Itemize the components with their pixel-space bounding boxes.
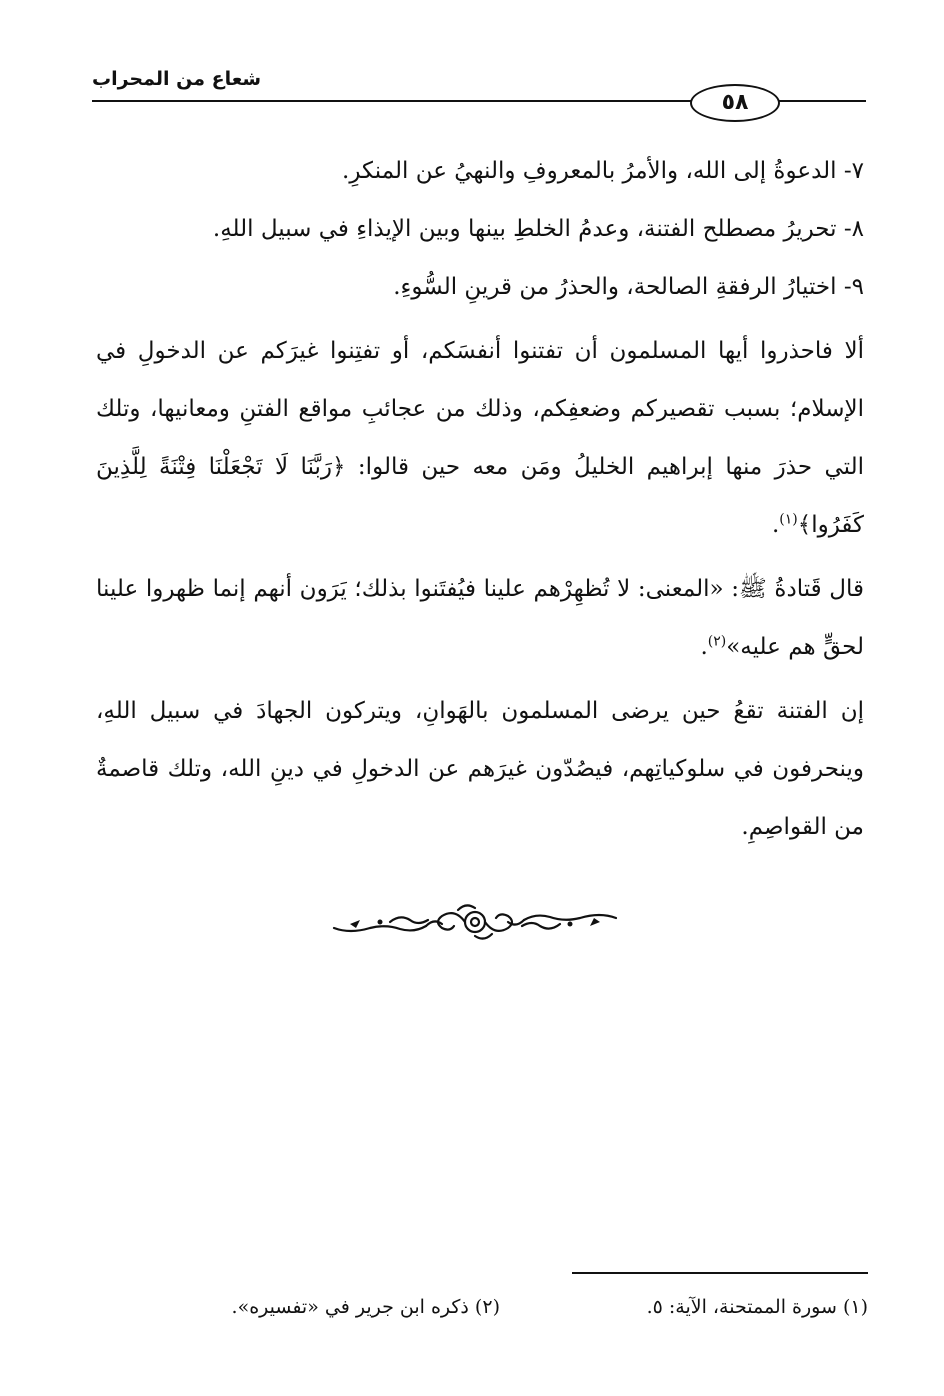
list-item-9: ٩- اختيارُ الرفقةِ الصالحة، والحذرُ من قرينِ السُّوءِ. (393, 274, 864, 300)
footnote-ref-2: (٢) (707, 633, 727, 650)
footnote-1: (١) سورة الممتحنة، الآية: ٥. (646, 1296, 868, 1318)
paragraph-warning-text: ألا فاحذروا أيها المسلمون أن تفتنوا أنفسَكم، أو تفتِنوا غيرَكم عن الدخولِ في الإسلام؛ بسبب تقصيركم وضعفِكم، وذلك من عجائبِ مواقع الفتنِ ومعانيها، وتلك التي حذرَ منها إبراهيم الخليلُ ومَن معه حين قالوا: ﴿رَبَّنَا لَا تَجْعَلْنَا فِتْنَةً لِلَّذِينَ كَفَرُوا﴾ (96, 338, 864, 538)
paragraph-fitna: إن الفتنة تقعُ حين يرضى المسلمون بالهَوانِ، ويتركون الجهادَ في سبيل اللهِ، وينحرفون في سلوكياتِهم، فيصُدّون غيرَهم عن الدخولِ في دينِ الله، وتلك قاصمةٌ من القواصِمِ. (96, 698, 864, 840)
footnote-rule (572, 1272, 868, 1274)
paragraph-qatada (96, 560, 864, 676)
paragraph-qatada-text: قال قَتادةُ ﷺ: «المعنى: لا تُظهِرْهم علينا فيُفتَنوا بذلك؛ يَرَون أنهم إنما ظهروا علينا لحقٍّ هم عليه» (96, 576, 864, 660)
page-body (96, 142, 864, 856)
running-header-title: شعاع من المحراب (92, 68, 262, 90)
footnote-ref-1: (١) (779, 511, 798, 528)
paragraph-warning-end: . (771, 512, 780, 538)
paragraph-qatada-end: . (700, 634, 708, 660)
page-number: ٥٨ (690, 84, 780, 122)
paragraph-warning (96, 322, 864, 554)
footnote-2: (٢) ذكره ابن جرير في «تفسيره». (231, 1296, 500, 1318)
list-item-8: ٨- تحريرُ مصطلح الفتنة، وعدمُ الخلطِ بينها وبين الإيذاءِ في سبيل اللهِ. (212, 216, 864, 242)
ornament-divider-icon (330, 898, 620, 948)
list-item-7: ٧- الدعوةُ إلى الله، والأمرُ بالمعروفِ والنهيُ عن المنكرِ. (342, 158, 864, 184)
